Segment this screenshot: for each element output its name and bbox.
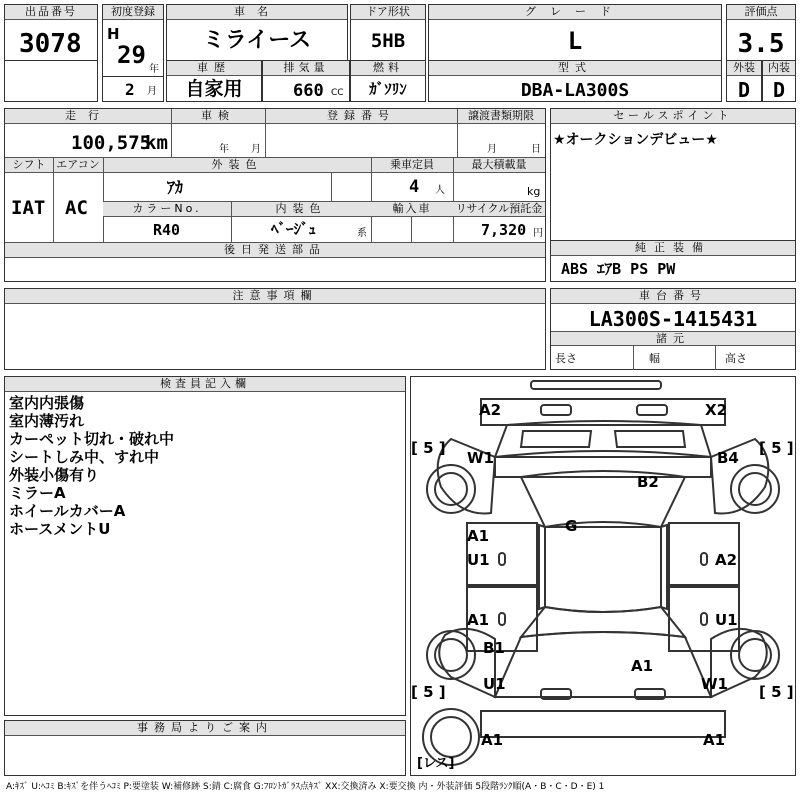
color-no-header: カラーNo. — [103, 202, 231, 217]
spare-tire-mark: [レス] — [417, 756, 455, 771]
deadline-month-unit: 月 — [487, 144, 497, 155]
damage-mark: A1 — [703, 731, 726, 749]
car-diagram-box — [410, 376, 796, 776]
score: 3.5 — [737, 29, 785, 59]
tire-mark-front-left: [ 5 ] — [411, 439, 446, 457]
int-grade-box — [762, 60, 796, 102]
lot-number-box — [4, 4, 98, 62]
damage-mark: U1 — [483, 675, 506, 693]
damage-mark: W1 — [701, 675, 728, 693]
import-header: 輸入車 — [371, 202, 453, 217]
sales-point-text: ★オークションデビュー★ — [553, 132, 718, 148]
damage-mark: A1 — [467, 611, 490, 629]
displacement-box — [262, 60, 350, 102]
chassis-header: 車台番号 — [551, 289, 795, 304]
damage-mark: A1 — [631, 657, 654, 675]
door-header: ドア形状 — [351, 5, 425, 20]
office-notice-header: 事務局よりご案内 — [5, 721, 405, 736]
deadline-day-label: 日 — [531, 144, 541, 155]
note-line: 室内内張傷 — [9, 394, 85, 412]
height-label: 高さ — [725, 352, 747, 365]
ext-color-header: 外装色 — [103, 158, 371, 173]
lot-number-header: 出品番号 — [5, 5, 97, 20]
ext-grade-header: 外装 — [727, 61, 761, 76]
cc-unit: CC — [331, 88, 344, 98]
genuine-equipment-header: 純正装備 — [551, 241, 795, 256]
model-code: DBA-LA300S — [520, 80, 630, 101]
genuine-equipment: ABS ｴｱB PS PW — [561, 260, 676, 278]
first-reg-month-box — [102, 76, 164, 102]
damage-mark: A1 — [481, 731, 504, 749]
note-line: ミラーA — [9, 484, 66, 502]
first-reg-month: 2 — [125, 80, 135, 99]
era-label: H — [107, 25, 120, 43]
damage-mark: X2 — [705, 401, 728, 419]
lot-blank-box — [4, 60, 98, 102]
genuine-equipment-box — [550, 240, 796, 282]
shift: IAT — [11, 197, 46, 219]
ext-grade-box — [726, 60, 762, 102]
recycle-fee: 7,320 — [481, 221, 527, 239]
note-line: 外装小傷有り — [9, 466, 100, 484]
int-color-header: 内装色 — [231, 202, 371, 217]
score-header: 評価点 — [727, 5, 795, 20]
max-load-header: 最大積載量 — [453, 158, 545, 173]
damage-mark: W1 — [467, 449, 494, 467]
first-reg-box — [102, 4, 164, 78]
history-header: 車歴 — [167, 61, 261, 76]
history-box — [166, 60, 262, 102]
note-line: シートしみ中、すれ中 — [9, 448, 160, 466]
damage-mark: B4 — [717, 449, 739, 467]
int-color: ﾍﾞｰｼﾞｭ — [271, 220, 317, 238]
recycle-header: リサイクル預託金 — [453, 202, 545, 217]
grade: L — [567, 27, 583, 55]
kei-unit: 系 — [357, 228, 367, 239]
damage-mark: B2 — [637, 473, 659, 491]
car-name-box — [166, 4, 348, 62]
yen-unit: 円 — [533, 228, 543, 239]
fuel-header: 燃料 — [351, 61, 425, 76]
score-box — [726, 4, 796, 62]
note-line: ホースメントU — [9, 520, 111, 538]
caution-box — [4, 288, 546, 370]
inspector-notes-box — [4, 376, 406, 716]
caution-header: 注意事項欄 — [5, 289, 545, 304]
year-unit: 年 — [149, 64, 159, 75]
car-name: ミライース — [202, 28, 312, 53]
damage-mark: G — [565, 517, 578, 535]
mileage: 100,575 — [71, 132, 152, 154]
grade-box — [428, 4, 722, 62]
grade-header: グレード — [429, 5, 721, 20]
chassis-number: LA300S-1415431 — [588, 307, 758, 331]
month-unit: 月 — [147, 86, 157, 97]
damage-mark: A2 — [715, 551, 738, 569]
damage-mark: A1 — [467, 527, 490, 545]
model-code-header: 型式 — [429, 61, 721, 76]
sales-point-box — [550, 108, 796, 242]
legend-text: A:ｷｽﾞ U:ﾍｺﾐ B:ｷｽﾞを伴うﾍｺﾐ P:要塗装 W:補修跡 S:錆 C:腐食 G:ﾌﾛﾝﾄｶﾞﾗｽ点ｷｽﾞ XX:交換済み X:要交換 内・外装評価 5段階ﾗﾝｸ順(A・B・C・D・E) 1 — [6, 782, 605, 792]
int-grade: D — [772, 78, 786, 102]
history: 自家用 — [185, 78, 243, 100]
damage-mark: U1 — [467, 551, 490, 569]
info-grid-box — [4, 108, 546, 282]
model-code-box — [428, 60, 722, 102]
ext-color: ｱｶ — [166, 178, 183, 197]
first-reg-year: 29 — [117, 41, 146, 69]
note-line: カーペット切れ・破れ中 — [9, 430, 175, 448]
km-unit: km — [145, 132, 168, 154]
specs-header: 諸元 — [551, 331, 795, 346]
tire-mark-front-right: [ 5 ] — [759, 439, 794, 457]
width-label: 幅 — [649, 352, 660, 365]
note-line: ホイールカバーA — [9, 502, 126, 520]
displacement-header: 排気量 — [263, 61, 349, 76]
car-outline-diagram — [411, 377, 795, 775]
mileage-header: 走行 — [5, 109, 171, 124]
tire-mark-rear-right: [ 5 ] — [759, 683, 794, 701]
aircon-header: エアコン — [53, 158, 103, 173]
fuel-box — [350, 60, 426, 102]
damage-mark: A2 — [479, 401, 502, 419]
person-unit: 人 — [435, 185, 445, 196]
capacity: 4 — [409, 177, 420, 197]
door-box — [350, 4, 426, 62]
inspection-header: 車検 — [171, 109, 265, 124]
capacity-header: 乗車定員 — [371, 158, 453, 173]
damage-mark: B1 — [483, 639, 505, 657]
lot-number: 3078 — [19, 29, 82, 59]
aircon: AC — [65, 197, 88, 219]
inspector-notes-list — [9, 394, 174, 538]
shift-header: シフト — [5, 158, 53, 173]
ext-grade: D — [737, 78, 751, 102]
displacement: 660 — [293, 81, 324, 101]
fuel: ｶﾞｿﾘﾝ — [369, 80, 407, 98]
inspection-month-unit: 月 — [251, 144, 261, 155]
registration-header: 登録番号 — [265, 109, 457, 124]
note-line: 室内薄汚れ — [9, 412, 85, 430]
car-name-header: 車名 — [167, 5, 347, 20]
color-no: R40 — [153, 221, 181, 239]
office-notice-box — [4, 720, 406, 776]
later-parts-header: 後日発送部品 — [5, 243, 545, 258]
sales-point-header: セールスポイント — [551, 109, 795, 124]
length-label: 長さ — [555, 352, 577, 365]
damage-mark: U1 — [715, 611, 738, 629]
transfer-deadline-header: 譲渡書類期限 — [457, 109, 545, 124]
door-type: 5HB — [370, 30, 406, 52]
chassis-box — [550, 288, 796, 370]
int-grade-header: 内装 — [763, 61, 795, 76]
tire-mark-rear-left: [ 5 ] — [411, 683, 446, 701]
inspection-year-unit: 年 — [219, 144, 229, 155]
kg-unit: kg — [527, 185, 541, 198]
first-reg-header: 初度登録 — [103, 5, 163, 20]
inspector-notes-header: 検査員記入欄 — [5, 377, 405, 392]
